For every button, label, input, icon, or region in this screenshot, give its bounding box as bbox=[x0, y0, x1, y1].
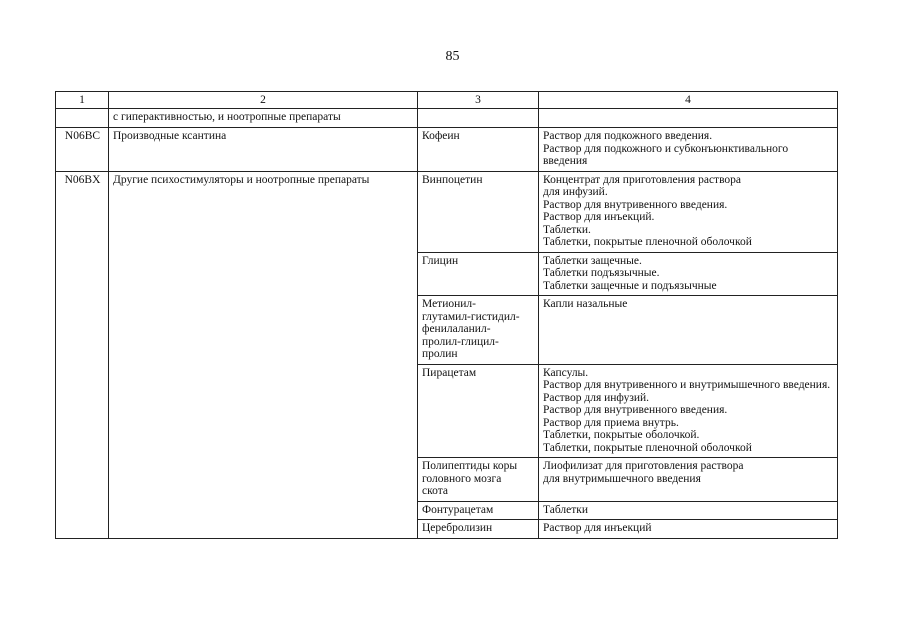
group-cell: с гиперактивностью, и ноотропные препараты bbox=[109, 109, 418, 128]
forms-cell: Раствор для инъекций bbox=[539, 520, 838, 539]
atc-code-cell bbox=[56, 109, 109, 128]
page-number: 85 bbox=[445, 49, 460, 64]
forms-cell: Таблетки bbox=[539, 501, 838, 520]
header-col-2: 2 bbox=[109, 92, 418, 109]
drug-cell: Церебролизин bbox=[418, 520, 539, 539]
drug-cell: Фонтурацетам bbox=[418, 501, 539, 520]
forms-cell: Концентрат для приготовления раствора для инфузий. Раствор для внутривенного введения. Раствор для инъекций. Таблетки. Таблетки, покрытые пленочной оболочкой bbox=[539, 171, 838, 252]
forms-cell bbox=[539, 109, 838, 128]
group-cell: Производные ксантина bbox=[109, 128, 418, 172]
drug-cell: Винпоцетин bbox=[418, 171, 539, 252]
table-row-continuation bbox=[56, 109, 838, 128]
forms-cell: Капли назальные bbox=[539, 296, 838, 365]
forms-cell: Таблетки защечные. Таблетки подъязычные. Таблетки защечные и подъязычные bbox=[539, 252, 838, 296]
forms-cell: Капсулы. Раствор для внутривенного и внутримышечного введения. Раствор для инфузий. Раствор для внутривенного введения. Раствор для приема внутрь. Таблетки, покрытые оболочкой. Таблетки, покрытые пленочной оболочкой bbox=[539, 364, 838, 458]
group-cell: Другие психостимуляторы и ноотропные препараты bbox=[109, 171, 418, 538]
forms-cell: Лиофилизат для приготовления раствора для внутримышечного введения bbox=[539, 458, 838, 502]
drug-cell: Метионил- глутамил-гистидил- фенилаланил- пролил-глицил- пролин bbox=[418, 296, 539, 365]
drug-cell: Пирацетам bbox=[418, 364, 539, 458]
drug-cell: Глицин bbox=[418, 252, 539, 296]
atc-code-cell: N06BC bbox=[56, 128, 109, 172]
medicines-table bbox=[55, 91, 838, 539]
header-col-1: 1 bbox=[56, 92, 109, 109]
table-header-row bbox=[56, 92, 838, 109]
drug-cell: Полипептиды коры головного мозга скота bbox=[418, 458, 539, 502]
atc-code-cell: N06BX bbox=[56, 171, 109, 538]
forms-cell: Раствор для подкожного введения. Раствор для подкожного и субконъюнктивального введения bbox=[539, 128, 838, 172]
header-col-4: 4 bbox=[539, 92, 838, 109]
header-col-3: 3 bbox=[418, 92, 539, 109]
drug-cell bbox=[418, 109, 539, 128]
table-row-n06bc bbox=[56, 128, 838, 172]
table-row-n06bx-vinpocetine bbox=[56, 171, 838, 252]
drug-cell: Кофеин bbox=[418, 128, 539, 172]
